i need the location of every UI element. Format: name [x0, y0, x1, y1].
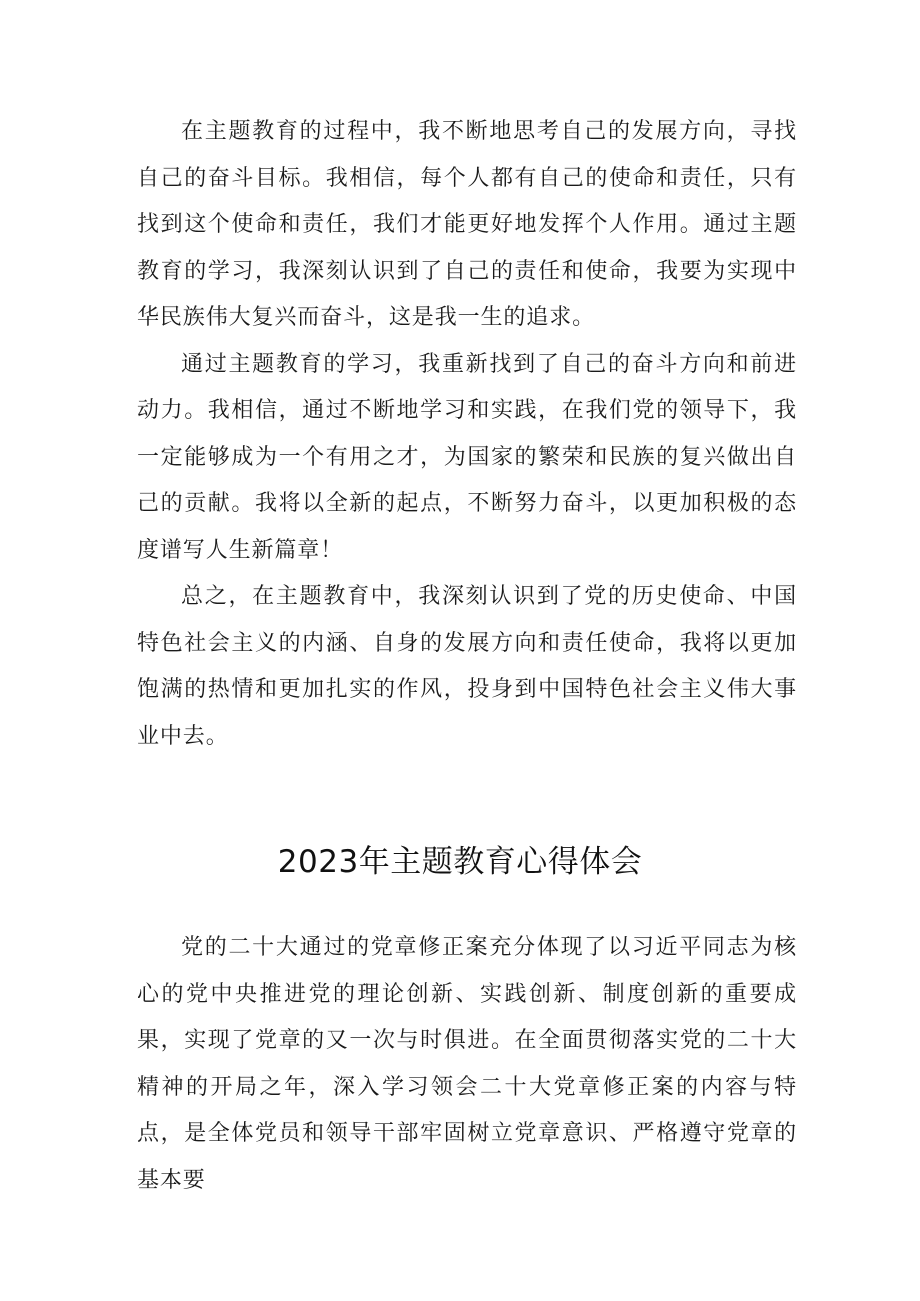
section-title: 2023年主题教育心得体会 — [277, 844, 643, 880]
paragraph-new-direction: 通过主题教育的学习，我重新找到了自己的奋斗方向和前进动力。我相信，通过不断地学习和实践，在我们党的领导下，我一定能够成为一个有用之才，为国家的繁荣和民族的复兴做出自己的贡献。我将以全新的起点，不断努力奋斗，以更加积极的态度谱写人生新篇章！ — [137, 351, 797, 563]
lower-text-block — [137, 925, 797, 1204]
paragraph-party-constitution: 党的二十大通过的党章修正案充分体现了以习近平同志为核心的党中央推进党的理论创新、实践创新、制度创新的重要成果，实现了党章的又一次与时俱进。在全面贯彻落实党的二十大精神的开局之年，深入学习领会二十大党章修正案的内容与特点，是全体党员和领导干部牢固树立党章意识、严格遵守党章的基本要 — [137, 935, 797, 1193]
paragraph-summary: 总之，在主题教育中，我深刻认识到了党的历史使命、中国特色社会主义的内涵、自身的发展方向和责任使命，我将以更加饱满的热情和更加扎实的作风，投身到中国特色社会主义伟大事业中去。 — [137, 584, 797, 749]
upper-text-block — [137, 109, 797, 760]
paragraph-reflection-mission: 在主题教育的过程中，我不断地思考自己的发展方向，寻找自己的奋斗目标。我相信，每个人都有自己的使命和责任，只有找到这个使命和责任，我们才能更好地发挥个人作用。通过主题教育的学习，我深刻认识到了自己的责任和使命，我要为实现中华民族伟大复兴而奋斗，这是我一生的追求。 — [137, 119, 797, 330]
